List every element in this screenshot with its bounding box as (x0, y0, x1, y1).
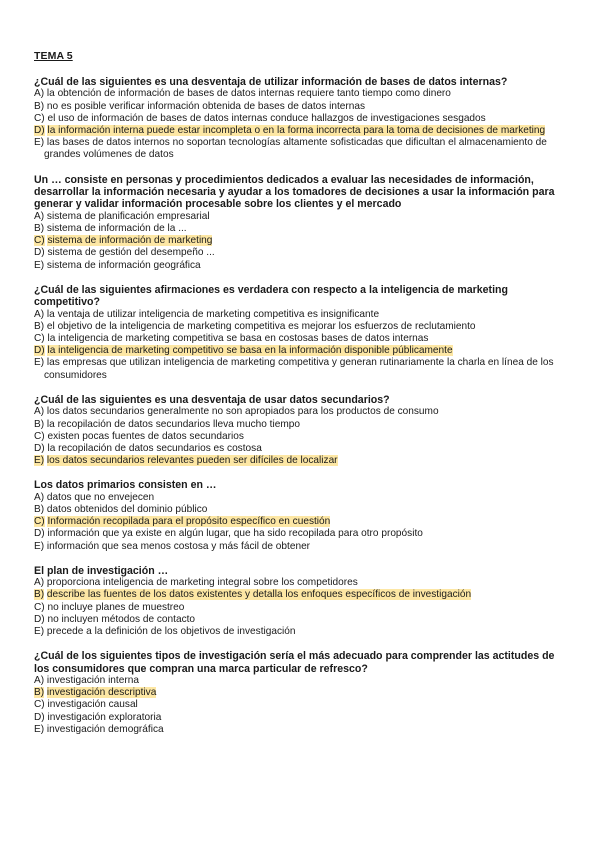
option-letter: A) (34, 491, 45, 503)
answer-option (34, 614, 566, 626)
option-text: no incluyen métodos de contacto (47, 613, 196, 625)
option-text: investigación exploratoria (47, 711, 162, 723)
answer-options (34, 675, 566, 736)
question-block (34, 565, 566, 638)
question-text: ¿Cuál de los siguientes tipos de investigación sería el más adecuado para comprender las actitudes de los consumidores que compran una marca particular de refresco? (34, 650, 555, 675)
answer-option (34, 602, 566, 614)
answer-option (34, 504, 566, 516)
answer-option (34, 492, 566, 504)
option-letter: E) (34, 625, 45, 637)
answer-option (34, 675, 566, 687)
answer-option (34, 541, 566, 553)
option-letter: C) (34, 235, 45, 247)
answer-option (34, 260, 566, 272)
answer-option (34, 577, 566, 589)
option-text: precede a la definición de los objetivos de investigación (46, 625, 296, 637)
option-letter: B) (34, 320, 45, 332)
option-text: información que sea menos costosa y más fácil de obtener (46, 540, 311, 552)
answer-option (34, 211, 566, 223)
question-text: Un … consiste en personas y procedimientos dedicados a evaluar las necesidades de información, desarrollar la información necesaria y ayudar a los tomadores de decisiones a usar la información para generar y validar información procesable sobre los clientes y el mercado (34, 173, 555, 211)
option-letter: D) (34, 613, 45, 625)
answer-option (34, 113, 566, 125)
option-text: investigación causal (47, 699, 138, 711)
option-letter: E) (34, 723, 45, 735)
option-letter: D) (34, 247, 45, 259)
option-letter: B) (34, 418, 45, 430)
option-text: el objetivo de la inteligencia de marketing competitiva es mejorar los esfuerzos de reclutamiento (46, 320, 476, 332)
answer-option (34, 626, 566, 638)
option-text: las empresas que utilizan inteligencia de marketing competitiva y generan rutinariamente la charla en línea de los consumidores (44, 357, 554, 381)
option-letter: C) (34, 430, 45, 442)
answer-option-correct (34, 125, 566, 137)
option-text: sistema de gestión del desempeño ... (47, 247, 215, 259)
option-text: datos obtenidos del dominio público (46, 503, 208, 515)
option-letter: A) (34, 406, 45, 418)
option-text: los datos secundarios relevantes pueden ser difíciles de localizar (46, 455, 338, 467)
question-block (34, 394, 566, 467)
option-letter: D) (34, 528, 45, 540)
question-block (34, 284, 566, 382)
option-letter: A) (34, 210, 45, 222)
option-text: sistema de información de marketing (47, 235, 213, 247)
option-letter: C) (34, 601, 45, 613)
answer-options (34, 88, 566, 161)
option-text: la obtención de información de bases de datos internas requiere tanto tiempo como dinero (46, 88, 451, 100)
answer-options (34, 211, 566, 272)
option-text: no incluye planes de muestreo (47, 601, 185, 613)
option-letter: D) (34, 442, 45, 454)
option-text: información que ya existe en algún lugar, que ha sido recopilada para otro propósito (47, 528, 423, 540)
option-text: investigación interna (46, 674, 139, 686)
answer-option (34, 321, 566, 333)
answer-option (34, 309, 566, 321)
question-text: Los datos primarios consisten en … (34, 479, 217, 492)
question-block (34, 479, 566, 552)
answer-options (34, 406, 566, 467)
option-text: Información recopilada para el propósito específico en cuestión (47, 516, 331, 528)
option-text: la inteligencia de marketing competitivo se basa en la información disponible públicamente (47, 345, 453, 357)
answer-option-correct (34, 589, 566, 601)
option-letter: E) (34, 357, 45, 369)
option-text: existen pocas fuentes de datos secundarios (47, 430, 244, 442)
option-text: la ventaja de utilizar inteligencia de marketing competitiva es insignificante (46, 308, 380, 320)
answer-option (34, 101, 566, 113)
option-letter: B) (34, 687, 45, 699)
option-text: sistema de planificación empresarial (46, 210, 210, 222)
answer-option (34, 528, 566, 540)
answer-option (34, 712, 566, 724)
option-letter: A) (34, 577, 45, 589)
answer-option-correct (34, 516, 566, 528)
question-list (34, 76, 566, 736)
option-text: investigación descriptiva (46, 687, 157, 699)
page-title: TEMA 5 (34, 50, 73, 62)
answer-option (34, 406, 566, 418)
answer-option (34, 247, 566, 259)
option-text: la inteligencia de marketing competitiva se basa en costosas bases de datos internas (47, 333, 429, 345)
option-letter: D) (34, 125, 45, 137)
option-text: sistema de información de la ... (46, 223, 187, 235)
option-letter: B) (34, 100, 45, 112)
option-letter: B) (34, 503, 45, 515)
answer-option (34, 431, 566, 443)
option-letter: C) (34, 112, 45, 124)
answer-option (34, 333, 566, 345)
question-text: ¿Cuál de las siguientes es una desventaja de usar datos secundarios? (34, 393, 390, 406)
answer-option (34, 443, 566, 455)
answer-option (34, 357, 566, 381)
option-letter: E) (34, 259, 45, 271)
answer-option-correct (34, 455, 566, 467)
question-block (34, 76, 566, 162)
answer-option (34, 419, 566, 431)
option-letter: A) (34, 674, 45, 686)
option-text: las bases de datos internos no soportan tecnologías altamente sofisticadas que dificultan el almacenamiento de grandes volúmenes de datos (44, 137, 547, 161)
answer-option (34, 699, 566, 711)
option-letter: D) (34, 711, 45, 723)
option-text: datos que no envejecen (46, 491, 155, 503)
question-block (34, 174, 566, 272)
option-letter: A) (34, 308, 45, 320)
option-letter: E) (34, 137, 45, 149)
option-text: no es posible verificar información obtenida de bases de datos internas (46, 100, 366, 112)
option-text: la recopilación de datos secundarios es costosa (47, 442, 262, 454)
option-text: describe las fuentes de los datos existentes y detalla los enfoques específicos de investigación (46, 589, 472, 601)
question-text: ¿Cuál de las siguientes afirmaciones es verdadera con respecto a la inteligencia de marketing competitivo? (34, 283, 508, 309)
answer-option (34, 724, 566, 736)
option-text: los datos secundarios generalmente no son apropiados para los productos de consumo (46, 406, 439, 418)
option-text: la recopilación de datos secundarios lleva mucho tiempo (46, 418, 300, 430)
option-letter: B) (34, 223, 45, 235)
option-text: investigación demográfica (46, 723, 164, 735)
option-text: proporciona inteligencia de marketing integral sobre los competidores (46, 577, 358, 589)
option-letter: E) (34, 540, 45, 552)
option-letter: D) (34, 345, 45, 357)
option-letter: A) (34, 88, 45, 100)
answer-options (34, 577, 566, 638)
answer-options (34, 309, 566, 382)
option-letter: E) (34, 455, 45, 467)
answer-option (34, 137, 566, 161)
answer-option-correct (34, 345, 566, 357)
option-text: el uso de información de bases de datos internas conduce hallazgos de investigaciones sesgados (47, 112, 486, 124)
answer-option (34, 223, 566, 235)
question-block (34, 650, 566, 736)
option-letter: B) (34, 589, 45, 601)
answer-option (34, 88, 566, 100)
option-text: sistema de información geográfica (46, 259, 201, 271)
question-text: El plan de investigación … (34, 564, 169, 577)
question-text: ¿Cuál de las siguientes es una desventaja de utilizar información de bases de datos internas? (34, 76, 508, 88)
answer-option-correct (34, 687, 566, 699)
answer-option-correct (34, 235, 566, 247)
option-letter: C) (34, 333, 45, 345)
option-letter: C) (34, 516, 45, 528)
option-text: la información interna puede estar incompleta o en la forma incorrecta para la toma de decisiones de marketing (47, 125, 546, 137)
option-letter: C) (34, 699, 45, 711)
answer-options (34, 492, 566, 553)
